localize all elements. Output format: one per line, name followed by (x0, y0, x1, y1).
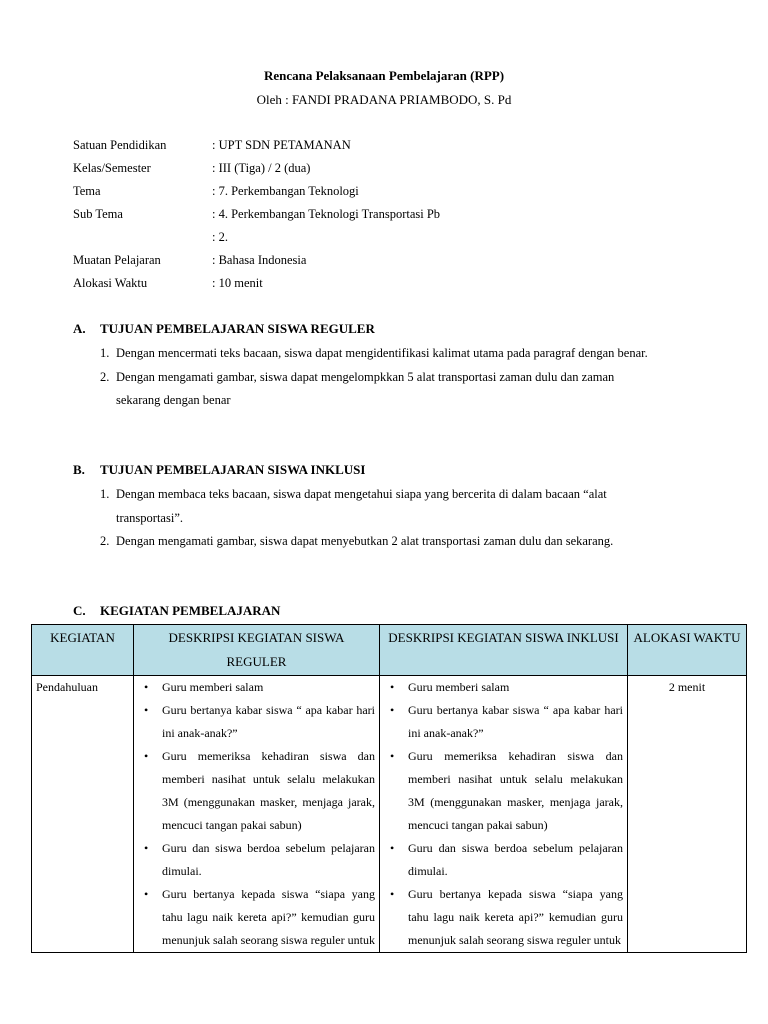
document-author: Oleh : FANDI PRADANA PRIAMBODO, S. Pd (256, 92, 512, 107)
bullet-icon: • (390, 887, 395, 901)
inklusi-list (384, 676, 623, 952)
identity-value: : III (Tiga) / 2 (dua) (212, 161, 311, 175)
identity-label: Alokasi Waktu (73, 276, 148, 290)
identity-label: Muatan Pelajaran (73, 253, 161, 267)
bullet-icon: • (390, 749, 395, 763)
column-header: DESKRIPSI KEGIATAN SISWA INKLUSI (380, 625, 628, 676)
bullet-icon: • (144, 841, 149, 855)
column-header: ALOKASI WAKTU (628, 625, 747, 676)
list-text: Guru bertanya kepada siswa “siapa yang tahu lagu naik kereta api?” kemudian guru menunjuk salah seorang siswa reguler untuk (162, 887, 375, 947)
list-text: Guru dan siswa berdoa sebelum pelajaran dimulai. (162, 841, 375, 878)
list-item (384, 745, 623, 837)
bullet-icon: • (390, 841, 395, 855)
inklusi-cell (380, 676, 628, 953)
list-text: Guru memeriksa kehadiran siswa dan memberi nasihat untuk selalu melakukan 3M (menggunakan masker, menjaga jarak, mencuci tangan pakai sabun) (162, 749, 375, 832)
bullet-icon: • (390, 703, 395, 717)
list-item (138, 699, 375, 745)
list-text: Dengan mencermati teks bacaan, siswa dapat mengidentifikasi kalimat utama pada paragraf dengan benar. (116, 346, 648, 360)
identity-value: : 4. Perkembangan Teknologi Transportasi Pb (212, 207, 441, 221)
column-header: DESKRIPSI KEGIATAN SISWA REGULER (134, 625, 380, 676)
list-item (138, 883, 375, 952)
list-text: Guru memberi salam (162, 680, 264, 694)
list-item (384, 699, 623, 745)
table-header-row (32, 625, 747, 676)
list-text: Guru memeriksa kehadiran siswa dan memberi nasihat untuk selalu melakukan 3M (menggunakan masker, menjaga jarak, mencuci tangan pakai sabun) (408, 749, 623, 832)
section-b-heading (73, 462, 365, 478)
reguler-list (138, 676, 375, 952)
section-letter: B. (73, 462, 85, 477)
document-title: Rencana Pelaksanaan Pembelajaran (RPP) (263, 68, 505, 83)
list-text: Dengan membaca teks bacaan, siswa dapat mengetahui siapa yang bercerita di dalam bacaan “alat transportasi”. (116, 487, 607, 525)
identity-label: Sub Tema (73, 207, 123, 221)
identity-row (73, 229, 440, 252)
identity-label: Kelas/Semester (73, 161, 151, 175)
bullet-icon: • (390, 680, 395, 694)
time-cell: 2 menit (628, 676, 747, 953)
identity-value: : UPT SDN PETAMANAN (212, 138, 351, 152)
identity-value: : 2. (212, 230, 228, 244)
list-item (138, 676, 375, 699)
table-row (32, 676, 747, 953)
bullet-icon: • (144, 680, 149, 694)
identity-row (73, 252, 440, 275)
identity-label (73, 229, 212, 252)
list-item (138, 837, 375, 883)
list-text: Guru bertanya kepada siswa “siapa yang tahu lagu naik kereta api?” kemudian guru menunjuk salah seorang siswa reguler untuk (408, 887, 623, 947)
identity-row (73, 206, 440, 229)
identity-block (73, 137, 440, 298)
section-letter: A. (73, 321, 86, 336)
section-title: KEGIATAN PEMBELAJARAN (100, 603, 281, 618)
list-number: 2. (100, 534, 110, 548)
list-item (100, 483, 660, 530)
activity-table (31, 624, 747, 953)
list-number: 1. (100, 487, 110, 501)
bullet-icon: • (144, 703, 149, 717)
list-item (138, 745, 375, 837)
identity-label: Satuan Pendidikan (73, 138, 167, 152)
list-text: Guru bertanya kabar siswa “ apa kabar hari ini anak-anak?” (162, 703, 375, 740)
list-text: Guru memberi salam (408, 680, 510, 694)
identity-row (73, 183, 440, 206)
list-item (384, 676, 623, 699)
bullet-icon: • (144, 887, 149, 901)
list-item (384, 837, 623, 883)
identity-value: : 10 menit (212, 276, 263, 290)
section-a-list (100, 342, 660, 413)
activity-cell: Pendahuluan (32, 676, 134, 953)
identity-value: : 7. Perkembangan Teknologi (212, 184, 359, 198)
reguler-cell (134, 676, 380, 953)
list-text: Guru bertanya kabar siswa “ apa kabar hari ini anak-anak?” (408, 703, 623, 740)
section-title: TUJUAN PEMBELAJARAN SISWA REGULER (100, 321, 375, 336)
list-number: 2. (100, 369, 110, 384)
list-number: 1. (100, 346, 110, 360)
identity-row (73, 275, 440, 298)
identity-value: : Bahasa Indonesia (212, 253, 307, 267)
list-text: Dengan mengamati gambar, siswa dapat mengelompkkan 5 alat transportasi zaman dulu dan zaman sekarang dengan benar (116, 369, 615, 407)
list-item (384, 883, 623, 952)
section-letter: C. (73, 603, 86, 618)
list-text: Dengan mengamati gambar, siswa dapat menyebutkan 2 alat transportasi zaman dulu dan sekarang. (116, 534, 614, 548)
list-item (100, 366, 660, 413)
identity-row (73, 160, 440, 183)
list-item (100, 342, 660, 366)
section-a-heading (73, 321, 375, 337)
list-text: Guru dan siswa berdoa sebelum pelajaran dimulai. (408, 841, 623, 878)
section-b-list (100, 483, 660, 554)
identity-label: Tema (73, 184, 101, 198)
column-header: KEGIATAN (32, 625, 134, 676)
list-item (100, 530, 660, 554)
bullet-icon: • (144, 749, 149, 763)
identity-row (73, 137, 440, 160)
section-title: TUJUAN PEMBELAJARAN SISWA INKLUSI (100, 462, 366, 477)
section-c-heading (73, 603, 280, 619)
